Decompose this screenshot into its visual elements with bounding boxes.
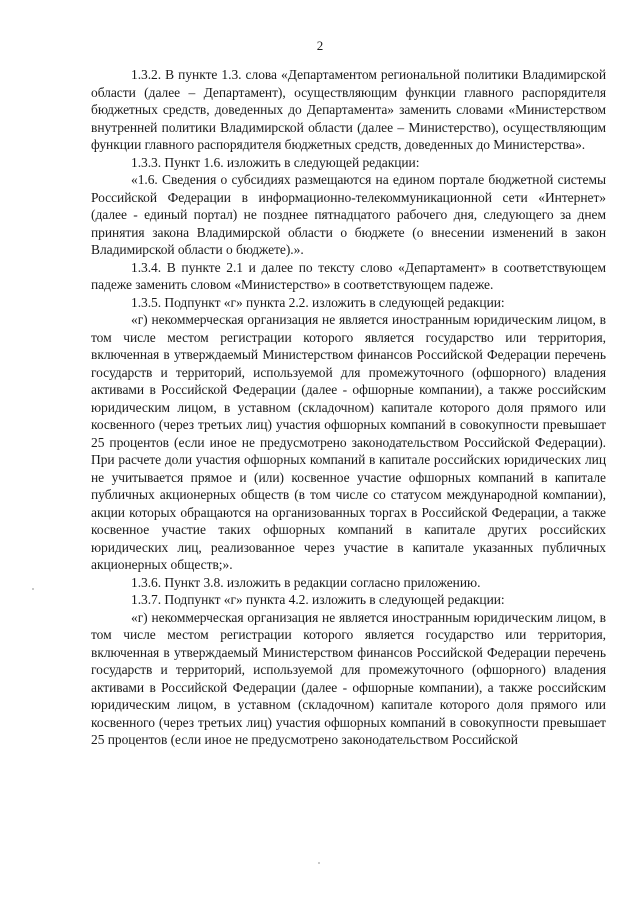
page-number: 2: [316, 38, 324, 53]
paragraph-1-3-4: 1.3.4. В пункте 2.1 и далее по тексту слово «Департамент» в соответствующем падеже заменить словом «Министерство» в соответствующем падеже.: [91, 259, 606, 292]
scan-speck: [318, 862, 320, 864]
paragraph-1-3-5: 1.3.5. Подпункт «г» пункта 2.2. изложить в следующей редакции:: [131, 294, 505, 310]
paragraph-1-3-2: 1.3.2. В пункте 1.3. слова «Департаментом региональной политики Владимирской области (далее – Департамент), осуществляющим функции главного распорядителя бюджетных средств, доведенных до Департамента» заменить словами «Министерством внутренней политики Владимирской области (далее – Министерство), осуществляющим функции главного распорядителя бюджетных средств, доведенных до Министерства».: [91, 67, 606, 152]
paragraph-quote-g-2-2: «г) некоммерческая организация не является иностранным юридическим лицом, в том числе местом регистрации которого является государство или территория, включенная в утверждаемый Министерством финансов Российской Федерации перечень государств и территорий, используемой для промежуточного (офшорного) владения активами в Российской Федерации (далее - офшорные компании), а также российским юридическим лицом, в уставном (складочном) капитале которого доля прямого или косвенного (через третьих лиц) участия офшорных компаний в совокупности превышает 25 процентов (если иное не предусмотрено законодательством Российской Федерации). При расчете доли участия офшорных компаний в капитале российских юридических лиц не учитывается прямое и (или) косвенное участие офшорных компаний в капитале публичных акционерных обществ (в том числе со статусом международной компании), акции которых обращаются на организованных торгах в Российской Федерации, а также косвенное участие таких офшорных компаний в капитале других российских юридических лиц, реализованное через участие в капитале указанных публичных акционерных обществ;».: [91, 312, 606, 572]
paragraph-1-3-3: 1.3.3. Пункт 1.6. изложить в следующей редакции:: [131, 154, 420, 170]
scan-speck: [32, 588, 34, 590]
document-body: [91, 66, 606, 749]
paragraph-quote-g-4-2: «г) некоммерческая организация не является иностранным юридическим лицом, в том числе местом регистрации которого является государство или территория, включенная в утверждаемый Министерством финансов Российской Федерации перечень государств и территорий, используемой для промежуточного (офшорного) владения активами в Российской Федерации (далее - офшорные компании), а также российским юридическим лицом, в уставном (складочном) капитале которого доля прямого или косвенного (через третьих лиц) участия офшорных компаний в совокупности превышает 25 процентов (если иное не предусмотрено законодательством Российской: [91, 609, 606, 747]
paragraph-1-3-6: 1.3.6. Пункт 3.8. изложить в редакции согласно приложению.: [131, 574, 481, 590]
paragraph-quote-1-6: «1.6. Сведения о субсидиях размещаются на едином портале бюджетной системы Российской Федерации в информационно-телекоммуникационной сети «Интернет» (далее - единый портал) не позднее пятнадцатого рабочего дня, следующего за днем принятия закона Владимирской области о бюджете (о внесении изменений в закон Владимирской области о бюджете).».: [91, 172, 606, 257]
paragraph-1-3-7: 1.3.7. Подпункт «г» пункта 4.2. изложить в следующей редакции:: [131, 592, 505, 607]
